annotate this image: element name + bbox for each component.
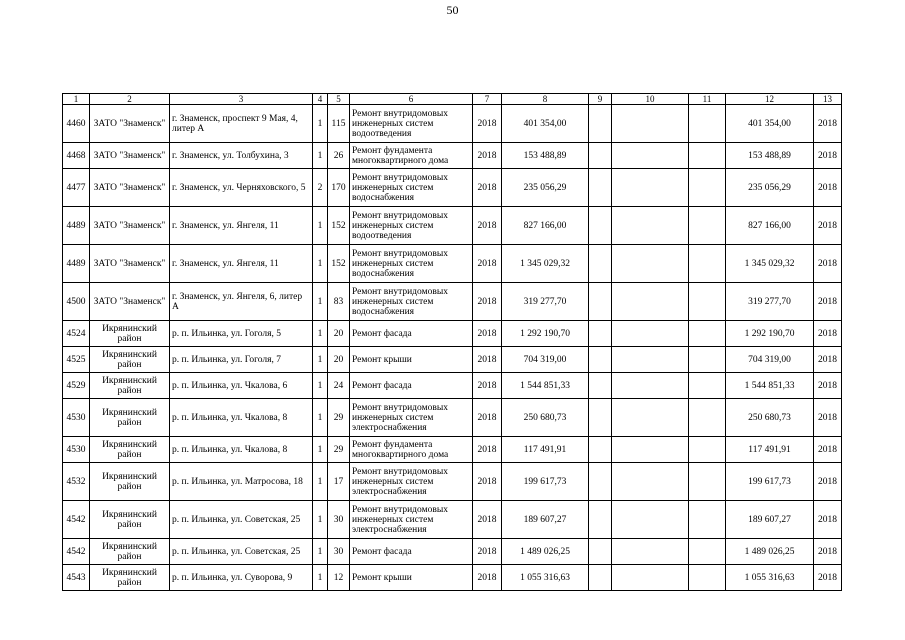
cell-total-cost: 1 489 026,25 xyxy=(726,539,814,565)
cell-total-cost: 189 607,27 xyxy=(726,501,814,539)
cell-apartments: 83 xyxy=(328,283,350,321)
cell-cost: 1 055 316,63 xyxy=(502,565,589,591)
cell-total-cost: 1 544 851,33 xyxy=(726,373,814,399)
cell-row-id: 4542 xyxy=(63,539,90,565)
cell-col9 xyxy=(589,373,612,399)
cell-work-type: Ремонт фасада xyxy=(350,539,473,565)
cell-col9 xyxy=(589,169,612,207)
cell-apartments: 30 xyxy=(328,501,350,539)
cell-year: 2018 xyxy=(473,143,502,169)
cell-col10 xyxy=(612,169,689,207)
cell-apartments: 20 xyxy=(328,321,350,347)
header-cell: 8 xyxy=(502,94,589,105)
cell-work-type: Ремонт крыши xyxy=(350,565,473,591)
header-cell: 6 xyxy=(350,94,473,105)
table-row xyxy=(63,283,842,321)
header-cell: 12 xyxy=(726,94,814,105)
cell-row-id: 4530 xyxy=(63,437,90,463)
cell-col11 xyxy=(689,169,726,207)
cell-address: г. Знаменск, ул. Толбухина, 3 xyxy=(170,143,313,169)
cell-year: 2018 xyxy=(473,245,502,283)
cell-address: г. Знаменск, ул. Янгеля, 6, литер А xyxy=(170,283,313,321)
cell-apartments: 24 xyxy=(328,373,350,399)
cell-col10 xyxy=(612,373,689,399)
cell-col10 xyxy=(612,437,689,463)
cell-apartments: 29 xyxy=(328,437,350,463)
cell-municipality: Икрянинский район xyxy=(90,463,170,501)
cell-col9 xyxy=(589,207,612,245)
cell-cost: 1 489 026,25 xyxy=(502,539,589,565)
cell-col11 xyxy=(689,437,726,463)
cell-col10 xyxy=(612,501,689,539)
cell-col10 xyxy=(612,143,689,169)
cell-total-cost: 319 277,70 xyxy=(726,283,814,321)
cell-col11 xyxy=(689,463,726,501)
cell-year: 2018 xyxy=(473,169,502,207)
cell-cost: 1 292 190,70 xyxy=(502,321,589,347)
cell-cost: 199 617,73 xyxy=(502,463,589,501)
cell-col11 xyxy=(689,321,726,347)
cell-row-id: 4543 xyxy=(63,565,90,591)
cell-apartments: 115 xyxy=(328,105,350,143)
table-row xyxy=(63,245,842,283)
cell-address: р. п. Ильинка, ул. Чкалова, 8 xyxy=(170,437,313,463)
cell-col4: 1 xyxy=(313,245,328,283)
cell-address: р. п. Ильинка, ул. Советская, 25 xyxy=(170,539,313,565)
cell-municipality: ЗАТО "Знаменск" xyxy=(90,169,170,207)
cell-cost: 827 166,00 xyxy=(502,207,589,245)
cell-col10 xyxy=(612,245,689,283)
cell-row-id: 4477 xyxy=(63,169,90,207)
cell-col10 xyxy=(612,399,689,437)
cell-cost: 1 345 029,32 xyxy=(502,245,589,283)
cell-municipality: Икрянинский район xyxy=(90,565,170,591)
cell-municipality: Икрянинский район xyxy=(90,321,170,347)
cell-end-year: 2018 xyxy=(814,373,842,399)
cell-address: р. п. Ильинка, ул. Гоголя, 7 xyxy=(170,347,313,373)
header-cell: 3 xyxy=(170,94,313,105)
cell-apartments: 17 xyxy=(328,463,350,501)
cell-total-cost: 250 680,73 xyxy=(726,399,814,437)
cell-row-id: 4500 xyxy=(63,283,90,321)
cell-row-id: 4529 xyxy=(63,373,90,399)
cell-col11 xyxy=(689,501,726,539)
header-cell: 13 xyxy=(814,94,842,105)
table-row xyxy=(63,143,842,169)
cell-municipality: ЗАТО "Знаменск" xyxy=(90,105,170,143)
cell-end-year: 2018 xyxy=(814,283,842,321)
cell-col4: 1 xyxy=(313,437,328,463)
cell-cost: 250 680,73 xyxy=(502,399,589,437)
cell-cost: 235 056,29 xyxy=(502,169,589,207)
cell-row-id: 4524 xyxy=(63,321,90,347)
cell-col11 xyxy=(689,539,726,565)
table-row xyxy=(63,321,842,347)
cell-work-type: Ремонт внутридомовых инженерных систем водоотведения xyxy=(350,105,473,143)
cell-col10 xyxy=(612,283,689,321)
table-row xyxy=(63,565,842,591)
cell-work-type: Ремонт крыши xyxy=(350,347,473,373)
table-row xyxy=(63,207,842,245)
header-cell: 4 xyxy=(313,94,328,105)
cell-col10 xyxy=(612,105,689,143)
cell-cost: 189 607,27 xyxy=(502,501,589,539)
cell-cost: 117 491,91 xyxy=(502,437,589,463)
cell-apartments: 152 xyxy=(328,245,350,283)
cell-end-year: 2018 xyxy=(814,347,842,373)
cell-col9 xyxy=(589,463,612,501)
cell-address: р. п. Ильинка, ул. Гоголя, 5 xyxy=(170,321,313,347)
cell-total-cost: 199 617,73 xyxy=(726,463,814,501)
cell-total-cost: 704 319,00 xyxy=(726,347,814,373)
cell-work-type: Ремонт внутридомовых инженерных систем водоснабжения xyxy=(350,245,473,283)
page-number: 50 xyxy=(446,3,459,17)
cell-year: 2018 xyxy=(473,105,502,143)
cell-end-year: 2018 xyxy=(814,207,842,245)
cell-total-cost: 1 055 316,63 xyxy=(726,565,814,591)
header-cell: 9 xyxy=(589,94,612,105)
cell-row-id: 4489 xyxy=(63,245,90,283)
cell-address: р. п. Ильинка, ул. Матросова, 18 xyxy=(170,463,313,501)
cell-col4: 1 xyxy=(313,207,328,245)
cell-municipality: ЗАТО "Знаменск" xyxy=(90,207,170,245)
cell-col4: 1 xyxy=(313,283,328,321)
cell-col4: 1 xyxy=(313,373,328,399)
cell-municipality: Икрянинский район xyxy=(90,399,170,437)
cell-col9 xyxy=(589,321,612,347)
cell-col11 xyxy=(689,565,726,591)
cell-municipality: Икрянинский район xyxy=(90,437,170,463)
cell-municipality: Икрянинский район xyxy=(90,373,170,399)
cell-apartments: 12 xyxy=(328,565,350,591)
cell-col9 xyxy=(589,143,612,169)
cell-work-type: Ремонт внутридомовых инженерных систем электроснабжения xyxy=(350,399,473,437)
cell-cost: 1 544 851,33 xyxy=(502,373,589,399)
cell-work-type: Ремонт внутридомовых инженерных систем водоснабжения xyxy=(350,283,473,321)
table-row xyxy=(63,539,842,565)
cell-year: 2018 xyxy=(473,399,502,437)
cell-work-type: Ремонт фундамента многоквартирного дома xyxy=(350,437,473,463)
cell-col4: 1 xyxy=(313,539,328,565)
cell-col4: 1 xyxy=(313,105,328,143)
cell-year: 2018 xyxy=(473,463,502,501)
table-row xyxy=(63,169,842,207)
cell-end-year: 2018 xyxy=(814,245,842,283)
cell-col4: 1 xyxy=(313,565,328,591)
cell-col4: 1 xyxy=(313,321,328,347)
cell-end-year: 2018 xyxy=(814,169,842,207)
cell-col9 xyxy=(589,437,612,463)
cell-total-cost: 235 056,29 xyxy=(726,169,814,207)
cell-apartments: 170 xyxy=(328,169,350,207)
cell-address: р. п. Ильинка, ул. Суворова, 9 xyxy=(170,565,313,591)
header-cell: 2 xyxy=(90,94,170,105)
cell-col4: 1 xyxy=(313,501,328,539)
cell-col11 xyxy=(689,373,726,399)
table-row xyxy=(63,105,842,143)
cell-col4: 1 xyxy=(313,347,328,373)
cell-col4: 1 xyxy=(313,143,328,169)
cell-year: 2018 xyxy=(473,321,502,347)
cell-end-year: 2018 xyxy=(814,539,842,565)
table-row xyxy=(63,437,842,463)
cell-municipality: ЗАТО "Знаменск" xyxy=(90,143,170,169)
table-row xyxy=(63,373,842,399)
cell-col9 xyxy=(589,283,612,321)
cell-col9 xyxy=(589,399,612,437)
cell-municipality: Икрянинский район xyxy=(90,347,170,373)
cell-address: г. Знаменск, проспект 9 Мая, 4, литер А xyxy=(170,105,313,143)
cell-col9 xyxy=(589,347,612,373)
cell-municipality: ЗАТО "Знаменск" xyxy=(90,283,170,321)
cell-row-id: 4460 xyxy=(63,105,90,143)
cell-address: р. п. Ильинка, ул. Советская, 25 xyxy=(170,501,313,539)
cell-col9 xyxy=(589,539,612,565)
table-row xyxy=(63,501,842,539)
header-cell: 5 xyxy=(328,94,350,105)
cell-work-type: Ремонт внутридомовых инженерных систем водоснабжения xyxy=(350,169,473,207)
cell-col11 xyxy=(689,143,726,169)
cell-work-type: Ремонт внутридомовых инженерных систем электроснабжения xyxy=(350,463,473,501)
cell-year: 2018 xyxy=(473,283,502,321)
cell-col4: 1 xyxy=(313,463,328,501)
cell-row-id: 4532 xyxy=(63,463,90,501)
cell-row-id: 4468 xyxy=(63,143,90,169)
cell-total-cost: 1 292 190,70 xyxy=(726,321,814,347)
cell-cost: 153 488,89 xyxy=(502,143,589,169)
cell-row-id: 4530 xyxy=(63,399,90,437)
cell-col9 xyxy=(589,501,612,539)
cell-col9 xyxy=(589,245,612,283)
cell-total-cost: 153 488,89 xyxy=(726,143,814,169)
cell-col11 xyxy=(689,245,726,283)
cell-cost: 401 354,00 xyxy=(502,105,589,143)
cell-col4: 1 xyxy=(313,399,328,437)
cell-total-cost: 827 166,00 xyxy=(726,207,814,245)
cell-work-type: Ремонт внутридомовых инженерных систем водоотведения xyxy=(350,207,473,245)
cell-col10 xyxy=(612,207,689,245)
cell-end-year: 2018 xyxy=(814,321,842,347)
cell-year: 2018 xyxy=(473,437,502,463)
cell-address: р. п. Ильинка, ул. Чкалова, 8 xyxy=(170,399,313,437)
cell-end-year: 2018 xyxy=(814,105,842,143)
cell-end-year: 2018 xyxy=(814,565,842,591)
cell-end-year: 2018 xyxy=(814,399,842,437)
cell-apartments: 30 xyxy=(328,539,350,565)
cell-end-year: 2018 xyxy=(814,143,842,169)
cell-municipality: Икрянинский район xyxy=(90,539,170,565)
cell-col11 xyxy=(689,399,726,437)
cell-address: р. п. Ильинка, ул. Чкалова, 6 xyxy=(170,373,313,399)
header-cell: 11 xyxy=(689,94,726,105)
cell-year: 2018 xyxy=(473,539,502,565)
cell-apartments: 26 xyxy=(328,143,350,169)
cell-total-cost: 401 354,00 xyxy=(726,105,814,143)
cell-row-id: 4489 xyxy=(63,207,90,245)
table-row xyxy=(63,399,842,437)
cell-apartments: 152 xyxy=(328,207,350,245)
cell-col10 xyxy=(612,347,689,373)
cell-address: г. Знаменск, ул. Черняховского, 5 xyxy=(170,169,313,207)
cell-work-type: Ремонт фундамента многоквартирного дома xyxy=(350,143,473,169)
cell-col11 xyxy=(689,207,726,245)
cell-cost: 319 277,70 xyxy=(502,283,589,321)
header-cell: 1 xyxy=(63,94,90,105)
repair-table xyxy=(62,93,842,591)
cell-year: 2018 xyxy=(473,565,502,591)
cell-col10 xyxy=(612,565,689,591)
cell-cost: 704 319,00 xyxy=(502,347,589,373)
cell-address: г. Знаменск, ул. Янгеля, 11 xyxy=(170,245,313,283)
cell-row-id: 4542 xyxy=(63,501,90,539)
cell-col4: 2 xyxy=(313,169,328,207)
cell-work-type: Ремонт фасада xyxy=(350,373,473,399)
cell-year: 2018 xyxy=(473,347,502,373)
header-cell: 7 xyxy=(473,94,502,105)
cell-year: 2018 xyxy=(473,501,502,539)
cell-col11 xyxy=(689,105,726,143)
cell-col9 xyxy=(589,105,612,143)
cell-work-type: Ремонт внутридомовых инженерных систем электроснабжения xyxy=(350,501,473,539)
header-cell: 10 xyxy=(612,94,689,105)
table-row xyxy=(63,347,842,373)
cell-end-year: 2018 xyxy=(814,463,842,501)
cell-total-cost: 1 345 029,32 xyxy=(726,245,814,283)
cell-address: г. Знаменск, ул. Янгеля, 11 xyxy=(170,207,313,245)
cell-apartments: 20 xyxy=(328,347,350,373)
cell-col9 xyxy=(589,565,612,591)
cell-work-type: Ремонт фасада xyxy=(350,321,473,347)
cell-col11 xyxy=(689,283,726,321)
cell-col10 xyxy=(612,539,689,565)
cell-col10 xyxy=(612,321,689,347)
cell-row-id: 4525 xyxy=(63,347,90,373)
cell-col10 xyxy=(612,463,689,501)
cell-end-year: 2018 xyxy=(814,437,842,463)
cell-end-year: 2018 xyxy=(814,501,842,539)
cell-col11 xyxy=(689,347,726,373)
table-row xyxy=(63,463,842,501)
cell-year: 2018 xyxy=(473,373,502,399)
cell-apartments: 29 xyxy=(328,399,350,437)
cell-municipality: ЗАТО "Знаменск" xyxy=(90,245,170,283)
header-row xyxy=(63,94,842,105)
cell-municipality: Икрянинский район xyxy=(90,501,170,539)
cell-total-cost: 117 491,91 xyxy=(726,437,814,463)
cell-year: 2018 xyxy=(473,207,502,245)
